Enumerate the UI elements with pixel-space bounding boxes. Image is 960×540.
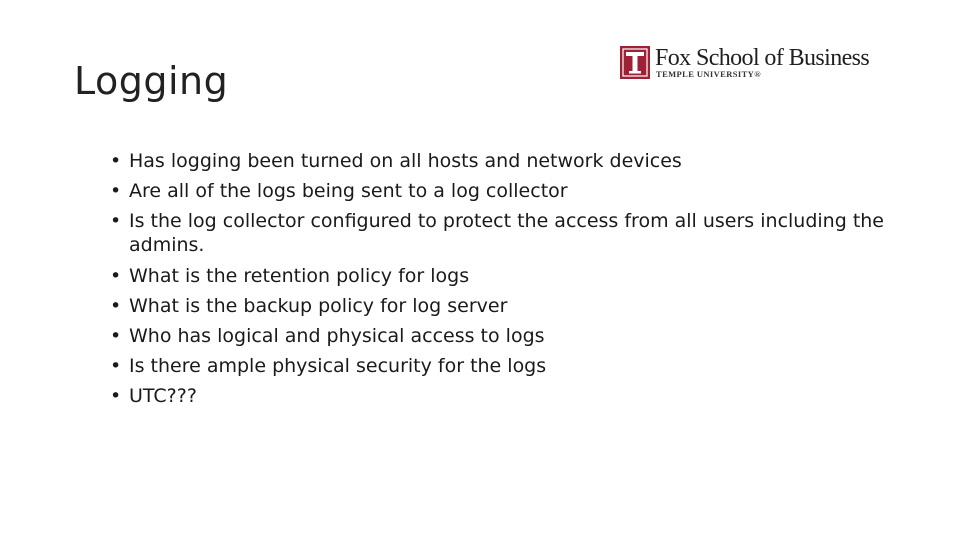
list-item-text: Has logging been turned on all hosts and network devices — [129, 150, 682, 172]
bullet-marker: • — [110, 150, 122, 172]
bullet-marker: • — [110, 265, 122, 287]
list-item-text: Who has logical and physical access to logs — [129, 325, 545, 347]
list-item — [110, 206, 900, 261]
list-item-text: Are all of the logs being sent to a log collector — [129, 180, 568, 202]
logo-name: Fox School of Business — [655, 45, 870, 71]
list-item — [110, 261, 900, 291]
bullet-marker: • — [110, 210, 122, 232]
bullet-marker: • — [110, 355, 122, 377]
bullet-list — [110, 146, 900, 411]
list-item-text: What is the retention policy for logs — [129, 265, 470, 287]
slide-title: Logging — [74, 59, 229, 103]
bullet-marker: • — [110, 385, 122, 407]
list-item-text: Is there ample physical security for the logs — [129, 355, 547, 377]
list-item — [110, 176, 900, 206]
list-item — [110, 291, 900, 321]
temple-t-logo-icon — [620, 46, 650, 79]
fox-school-logo — [620, 44, 886, 84]
list-item-text: What is the backup policy for log server — [129, 295, 508, 317]
bullet-marker: • — [110, 295, 122, 317]
list-item — [110, 321, 900, 351]
list-item-text: UTC??? — [129, 385, 197, 407]
bullet-marker: • — [110, 325, 122, 347]
list-item — [110, 351, 900, 381]
bullet-marker: • — [110, 180, 122, 202]
list-item — [110, 381, 900, 411]
list-item-text: Is the log collector configured to protect the access from all users including the admins. — [129, 210, 884, 256]
logo-subtitle: TEMPLE UNIVERSITY® — [656, 69, 761, 79]
list-item — [110, 146, 900, 176]
